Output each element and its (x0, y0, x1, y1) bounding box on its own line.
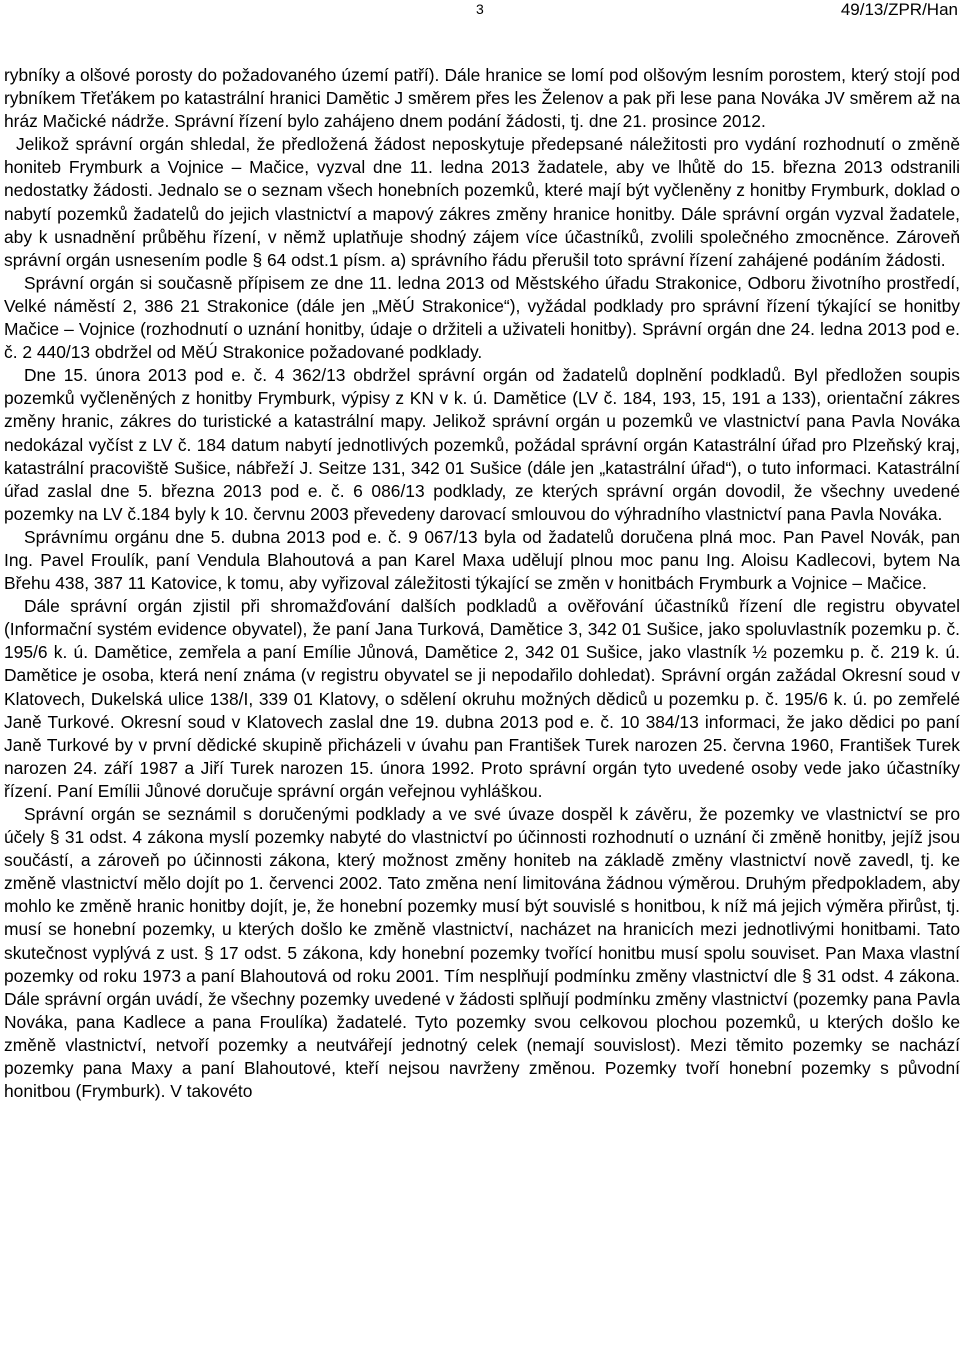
paragraph-4: Dne 15. února 2013 pod e. č. 4 362/13 obdržel správní orgán od žadatelů doplnění podkladů. Byl předložen soupis pozemků vyčleněných z honitby Frymburk, výpisy z KN v k. ú. Damětice (LV č. 184, 193, 15, 191 a 133), orientační zákres změny hranic, zákres do turistické a katastrální mapy. Jelikož správní orgán u pozemků ve vlastnictví pana Pavla Nováka nedokázal vyčíst z LV č. 184 datum nabytí jednotlivých pozemků, požádal správní orgán Katastrální úřad pro Plzeňský kraj, katastrální pracoviště Sušice, nábřeží J. Seitze 131, 342 01 Sušice (dále jen „katastrální úřad“), o tuto informaci. Katastrální úřad zaslal dne 5. března 2013 pod e. č. 6 086/13 podklady, ze kterých správní orgán dovodil, že všechny uvedené pozemky na LV č.184 byly k 10. červnu 2003 převedeny darovací smlouvou do výhradního vlastnictví pana Pavla Nováka. (4, 365, 960, 524)
paragraph-5: Správnímu orgánu dne 5. dubna 2013 pod e. č. 9 067/13 byla od žadatelů doručena plná moc. Pan Pavel Novák, pan Ing. Pavel Froulík, paní Vendula Blahoutová a pan Karel Maxa udělují plnou moc panu Ing. Aloisu Kadlecovi, bytem Na Břehu 438, 387 11 Katovice, k tomu, aby vyřizoval záležitosti týkající se změn v honitbách Frymburk a Vojnice – Mačice. (4, 526, 960, 594)
document-reference: 49/13/ZPR/Han (840, 0, 958, 19)
paragraph-2: Jelikož správní orgán shledal, že předložená žádost neposkytuje předepsané náležitosti pro vydání rozhodnutí o změně honiteb Frymburk a Vojnice – Mačice, vyzval dne 11. ledna 2013 žadatele, aby ve lhůtě do 15. března 2013 odstranili nedostatky žádosti. Jednalo se o seznam všech honebních pozemků, které mají být vyčleněny z honitby Frymburk, doklad o nabytí pozemků žadatelů do jejich vlastnictví a mapový zákres změny hranice honitby. Dále správní orgán vyzval žadatele, aby k usnadnění průběhu řízení, v němž uplatňuje shodný zájem více účastníků, zvolili společného zmocněnce. Zároveň správní orgán usnesením podle § 64 odst.1 písm. a) správního řádu přerušil toto správní řízení zahájené podáním žádosti. (4, 134, 960, 270)
paragraph-6: Dále správní orgán zjistil při shromažďování dalších podkladů a ověřování účastníků řízení dle registru obyvatel (Informační systém evidence obyvatel), že paní Jana Turková, Damětice 3, 342 01 Sušice, jako spoluvlastník pozemku p. č. 195/6 k. ú. Damětice, zemřela a paní Emílie Jůnová, Damětice 2, 342 01 Sušice, jako vlastník ½ pozemku p. č. 219 k. ú. Damětice je osoba, která není známa (v registru obyvatel se ji nepodařilo dohledat). Správní orgán zažádal Okresní soud v Klatovech, Dukelská ulice 138/I, 339 01 Klatovy, o sdělení okruhu možných dědiců u pozemku p. č. 195/6 k. ú. po zemřelé Janě Turkové. Okresní soud v Klatovech zaslal dne 19. dubna 2013 pod e. č. 10 384/13 informaci, že jako dědici po paní Janě Turkové by v první dědické skupině přicházeli v úvahu pan František Turek narozen 25. června 1960, František Turek narozen 24. září 1987 a Jiří Turek narozen 15. února 1992. Proto správní orgán tyto uvedené osoby vede jako účastníky řízení. Paní Emílii Jůnové doručuje správní orgán veřejnou vyhláškou. (4, 596, 960, 801)
paragraph-1: rybníky a olšové porosty do požadovaného území patří). Dále hranice se lomí pod olšovým lesním porostem, který stojí pod rybníkem Třeťákem po katastrální hranici Damětic J směrem přes les Želenov a pak při lese pana Nováka JV směrem až na hráz Mačické nádrže. Správní řízení bylo zahájeno dnem podání žádosti, tj. dne 21. prosince 2012. (4, 65, 960, 132)
paragraph-3: Správní orgán si současně přípisem ze dne 11. ledna 2013 od Městského úřadu Strakonice, Odboru životního prostředí, Velké náměstí 2, 386 21 Strakonice (dále jen „MěÚ Strakonice“), vyžádal podklady pro správní řízení týkající se honitby Mačice – Vojnice (rozhodnutí o uznání honitby, údaje o držiteli a uživateli honitby). Správní orgán dne 24. ledna 2013 pod e. č. 2 440/13 obdržel od MěÚ Strakonice požadované podklady. (4, 272, 960, 363)
page-number: 3 (476, 1, 484, 17)
document-body (4, 64, 960, 1103)
paragraph-7: Správní orgán se seznámil s doručenými podklady a ve své úvaze dospěl k závěru, že pozemky ve vlastnictví se pro účely § 31 odst. 4 zákona myslí pozemky nabyté do vlastnictví po účinnosti rozhodnutí o uznání či změně honitby, jejíž jsou součástí, a zároveň po účinnosti zákona, který možnost změny honiteb na základě změny vlastnictví nově zavedl, tj. ke změně vlastnictví mělo dojít po 1. červenci 2002. Tato změna není limitována žádnou výměrou. Druhým předpokladem, aby mohlo ke změně hranic honitby dojít, je, že honební pozemky musí být souvislé s honitbou, k níž má jejich výměra přirůst, tj. musí se honební pozemky, u kterých došlo ke změně vlastnictví, nacházet na hranicích mezi jednotlivými honitbami. Tato skutečnost vyplývá z ust. § 17 odst. 5 zákona, kdy honební pozemky tvořící honitbu musí spolu souviset. Pan Maxa vlastní pozemky od roku 1973 a paní Blahoutová od roku 2001. Tím nesplňují podmínku změny vlastnictví dle § 31 odst. 4 zákona. Dále správní orgán uvádí, že všechny pozemky uvedené v žádosti splňují podmínku změny vlastnictví (pozemky pana Pavla Nováka, pana Kadlece a pana Froulíka) žadatelé. Tyto pozemky svou celkovou plochou pozemků, u kterých došlo ke změně vlastnictví, netvoří pozemky a neutvářejí jednotný celek (nemají souvislost). Mezi těmito pozemky se nachází pozemky pana Maxy a paní Blahoutové, kteří nejsou navrženy změnou. Pozemky tvoří honební pozemky s původní honitbou (Frymburk). V takovéto (4, 804, 960, 1102)
